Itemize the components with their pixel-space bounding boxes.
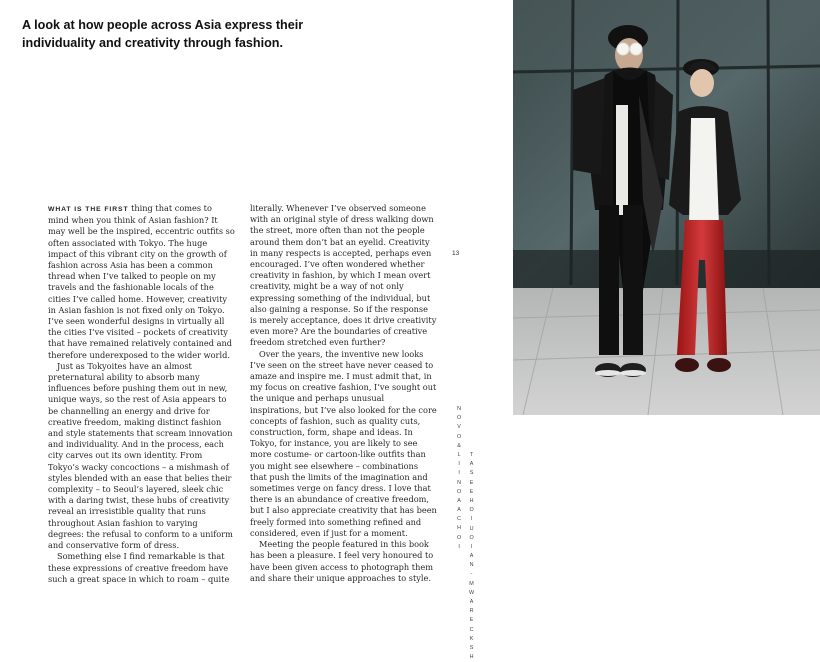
paragraph: Over the years, the inventive new looks I’ve seen on the street have never ceased to amaze and inspire me. I must admit that, in my focus on creative fashion, I’ve sought out the unique and perhaps unusual inspirations, but I’ve also looked for the core concepts of fashion, such as quality cuts, construction, form, shape and ideas. In Tokyo, for instance, you are likely to see more costume- or cartoon-like outfits than you might see elsewhere – combinations that push the limits of the imagination and sometimes verge on fancy dress. I love that there is an abundance of creative freedom, but I also appreciate creativity that has been freely formed into something refined and considered, even if just for a moment. [250,348,437,538]
credit-glyph: I [458,461,460,468]
credit-glyph: A [469,599,474,605]
credit-glyph: S [469,470,474,477]
paragraph [48,203,235,361]
headline: A look at how people across Asia express their individuality and creativity through fashion. [22,18,304,50]
credit-glyph: H [469,654,474,661]
credit-glyph: C [469,626,474,633]
credit-glyph: A [457,507,461,514]
credit-glyph: I [470,516,473,523]
paragraph: literally. Whenever I’ve observed someone with an original style of dress walking down the street, more often than not the people around them don’t bat an eyelid. Creativity in many respects is accepted, perhaps even encouraged. I’ve often wondered whether creativity in fashion, by which I mean overt creativity, might be a way of not only expressing something of the individual, but also gaining a response. So if the response is merely acceptance, does it drive creativity even more? Are the boundaries of creative freedom stretched even further? [250,203,437,348]
credit-glyph: O [457,488,462,495]
photo-credit-locations [469,451,474,662]
photo-credit-names [457,405,461,552]
credit-glyph: K [469,635,474,642]
credit-glyph: N [469,562,474,569]
credit-glyph: A [469,553,474,560]
credit-glyph: E [469,617,474,624]
credit-glyph: O [457,433,462,440]
street-style-photo [513,0,820,415]
credit-glyph: A [469,461,474,468]
page-number: 13 [452,250,460,257]
credit-glyph: V [457,424,461,431]
paragraph: Just as Tokyoites have an almost preternatural ability to absorb many influences before pushing them out in new, unique ways, so the rest of Asia appears to be channelling an energy and drive for creative freedom, making distinct fashion and style statements that scream innovation and individuality. And in the process, each city carves out its own identity. From Tokyo’s wacky concoctions – a mishmash of styles blended with an ease that belies their complexity – to Seoul’s layered, sleek chic with a daring twist, these hubs of creativity reveal an irresistible quality that runs throughout Asian fashion to varying degrees: the refusal to conform to a uniform and conservative form of dress. [48,360,233,551]
credit-glyph: O [457,415,462,422]
credit-glyph: E [469,479,474,486]
credit-glyph: H [457,525,462,532]
text-column-left [48,203,235,585]
credit-glyph: W [469,589,475,596]
credit-glyph: I [470,543,473,550]
credit-glyph: & [457,442,461,449]
credit-glyph: L [457,451,461,458]
credit-glyph: I [458,543,460,550]
paragraph-text: thing that comes to mind when you think of Asian fashion? It may well be the inspired, eccentric outfits so often associated with Tokyo. The huge impact of this vibrant city on the growth of fashion across Asia has been a common thread when I’ve talked to people on my travels and the fashionable locals of the cities I’ve called home. However, creativity in Asian fashion is not fixed only on Tokyo. I’ve seen wonderful designs in virtually all the cities I’ve visited – pockets of creativity that have remained relatively contained and therefore underexposed to the wider world. [48,203,235,360]
credit-glyph: S [469,644,474,651]
credit-glyph: A [457,497,461,504]
credit-glyph: N [457,406,462,412]
credit-glyph: H [469,497,474,504]
credit-glyph: C [457,516,462,523]
credit-glyph: N [457,479,462,486]
text-column-right [250,203,437,584]
credit-glyph: - [470,571,473,578]
credit-glyph: T [469,452,474,458]
paragraph: Something else I find remarkable is that these expressions of creative freedom have such a great space in which to roam – quite [48,551,230,584]
paragraph: Meeting the people featured in this book has been a pleasure. I feel very honoured to have been given access to photograph them and share their unique approaches to style. [250,539,434,583]
credit-glyph: O [469,534,474,541]
credit-glyph: R [469,608,474,615]
credit-glyph: U [469,525,474,532]
credit-glyph: M [469,580,474,587]
credit-glyph: O [469,507,474,514]
lead-in: WHAT IS THE FIRST [48,206,129,213]
credit-glyph: I [458,470,460,477]
credit-glyph: E [469,488,474,495]
credit-glyph: O [457,534,462,541]
